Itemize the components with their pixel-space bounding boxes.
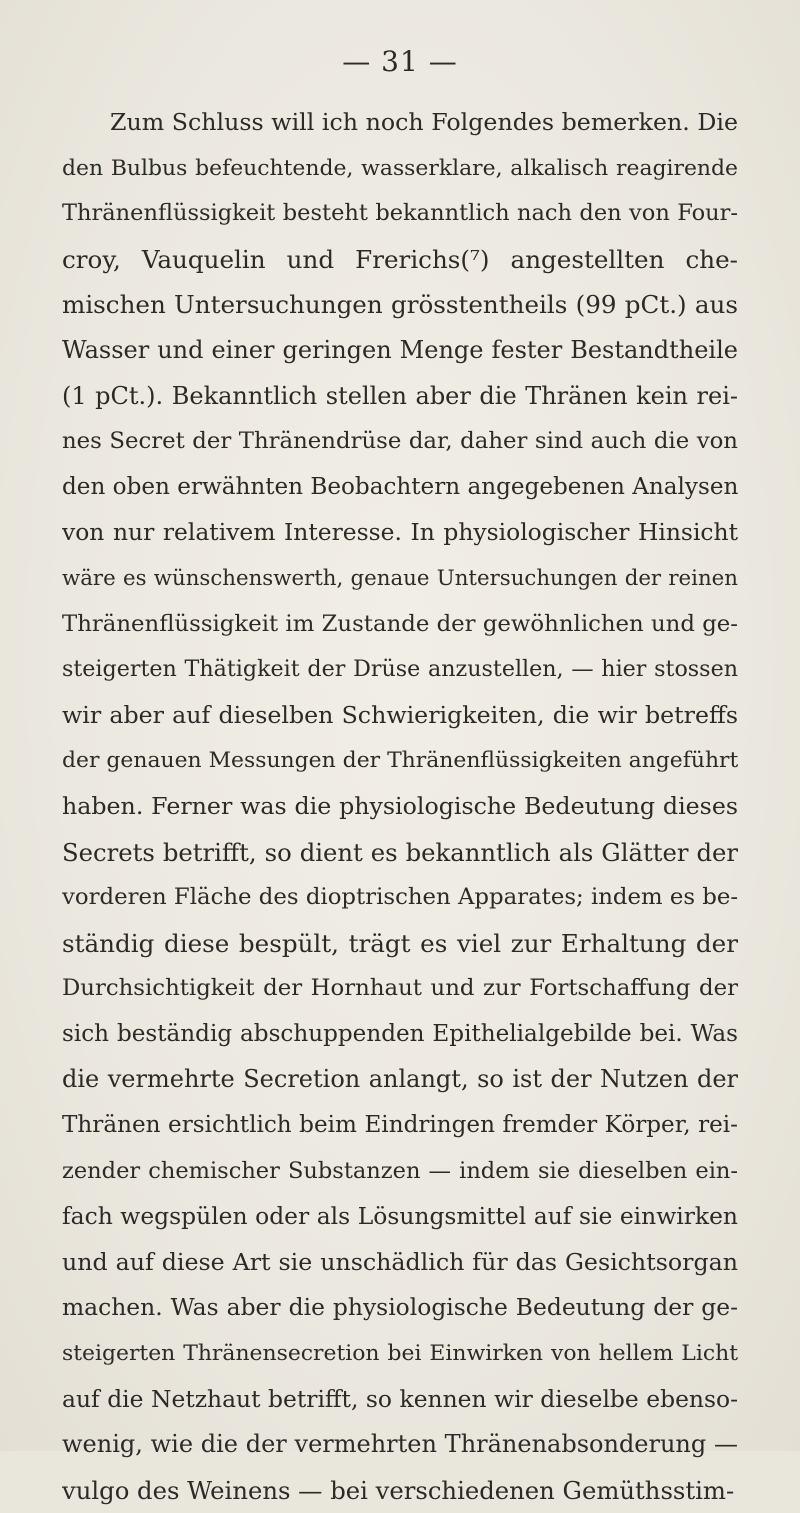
text-line: Zum Schluss will ich noch Folgendes bemerken. Die xyxy=(110,108,738,136)
text-line: Thränen ersichtlich beim Eindringen fremder Körper, rei- xyxy=(62,1112,738,1139)
text-line: den oben erwähnten Beobachtern angegebenen Analysen xyxy=(62,473,738,500)
text-line: Secrets betrifft, so dient es bekanntlich als Glätter der xyxy=(62,837,738,867)
text-line: der genauen Messungen der Thränenflüssigkeiten angeführt xyxy=(62,748,738,774)
text-line: Thränenflüssigkeit besteht bekanntlich nach den von Four- xyxy=(62,200,738,227)
text-line: wenig, wie die der vermehrten Thränenabsonderung — xyxy=(62,1430,738,1459)
text-line: vorderen Fläche des dioptrischen Apparates; indem es be- xyxy=(62,884,738,911)
text-line: fach wegspülen oder als Lösungsmittel auf sie einwirken xyxy=(62,1202,738,1231)
text-line: Wasser und einer geringen Menge fester Bestandtheile xyxy=(62,335,738,364)
text-line: wäre es wünschenswerth, genaue Untersuchungen der reinen xyxy=(62,565,738,591)
page-number-header: — 31 — xyxy=(342,45,458,78)
text-line: haben. Ferner was die physiologische Bedeutung dieses xyxy=(62,791,738,820)
text-line: steigerten Thränensecretion bei Einwirken von hellem Licht xyxy=(62,1341,738,1367)
text-line: ständig diese bespült, trägt es viel zur Erhaltung der xyxy=(62,928,738,958)
text-line: nes Secret der Thränendrüse dar, daher sind auch die von xyxy=(62,428,738,455)
text-line: machen. Was aber die physiologische Bedeutung der ge- xyxy=(62,1293,738,1322)
text-line: steigerten Thätigkeit der Drüse anzustellen, — hier stossen xyxy=(62,656,738,683)
text-line: mischen Untersuchungen grösstentheils (99 pCt.) aus xyxy=(62,290,738,320)
text-line: und auf diese Art sie unschädlich für das Gesichtsorgan xyxy=(62,1247,738,1276)
text-line: wir aber auf dieselben Schwierigkeiten, die wir betreffs xyxy=(62,700,738,729)
text-line: vulgo des Weinens — bei verschiedenen Gemüthsstim- xyxy=(62,1475,735,1505)
text-line: auf die Netzhaut betrifft, so kennen wir dieselbe ebenso- xyxy=(62,1384,738,1413)
body-text xyxy=(62,100,738,1513)
text-line: Durchsichtigkeit der Hornhaut und zur Fortschaffung der xyxy=(62,975,738,1002)
text-line: croy, Vauquelin und Frerichs(⁷) angestellten che- xyxy=(62,244,738,274)
text-line: (1 pCt.). Bekanntlich stellen aber die Thränen kein rei- xyxy=(62,381,738,410)
text-line: Thränenflüssigkeit im Zustande der gewöhnlichen und ge- xyxy=(62,610,738,637)
text-line: die vermehrte Secretion anlangt, so ist der Nutzen der xyxy=(62,1065,738,1094)
text-line: den Bulbus befeuchtende, wasserklare, alkalisch reagirende xyxy=(62,155,738,181)
text-line: von nur relativem Interesse. In physiologischer Hinsicht xyxy=(62,518,738,547)
text-line: sich beständig abschuppenden Epithelialgebilde bei. Was xyxy=(62,1020,738,1047)
text-line: zender chemischer Substanzen — indem sie dieselben ein- xyxy=(62,1157,738,1184)
